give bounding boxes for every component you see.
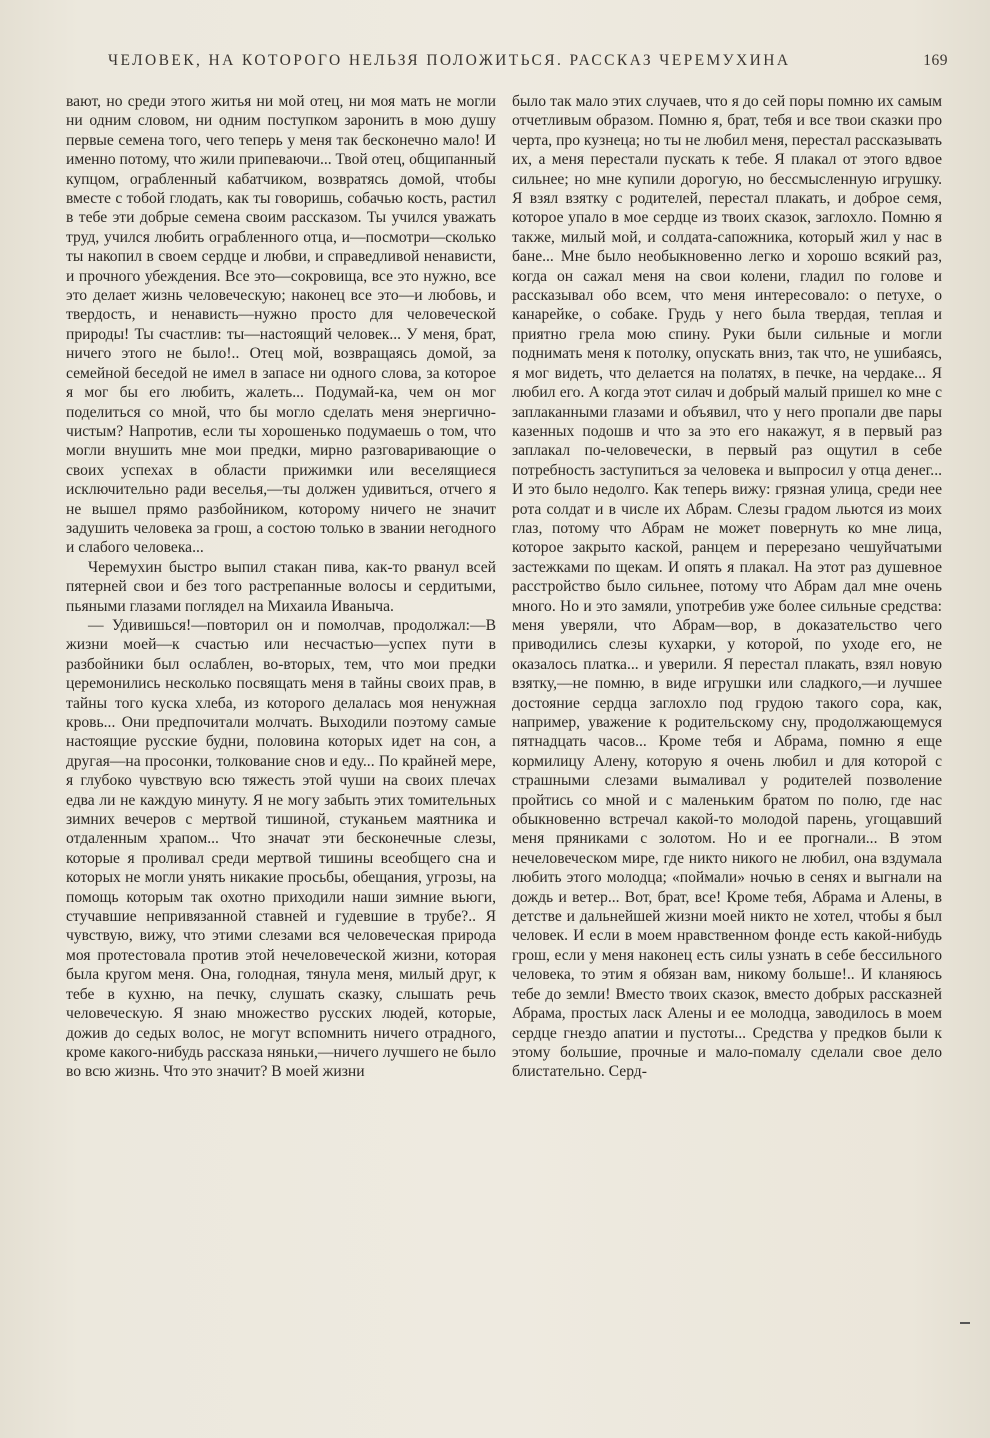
- paragraph: — Удивишься!—повторил он и помолчав, продолжал:—В жизни моей—к счастью или несчастью—успех пути в разбойники был ослаблен, во-вторых, тем, что мои предки церемонились несколько посвящать меня в тайны своих прав, в тайны того куска хлеба, из которого делалась моя ненужная кровь... Они предпочитали молчать. Выходили поэтому самые настоящие русские будни, половина которых идет на сон, а другая—на просонки, толкование снов и еду... По крайней мере, я глубоко чувствую всю тяжесть этой чуши на своих плечах едва ли не каждую минуту. Я не могу забыть этих томительных зимних вечеров с мертвой тишиной, стуканьем маятника и отдаленным храпом... Что значат эти бесконечные слезы, которые я проливал среди мертвой тишины всеобщего сна и которых не могли унять никакие просьбы, обещания, угрозы, на помощь которым так охотно приходили наши зимние вьюги, стучавшие непривязанной ставней и гудевшие в трубе?.. Я чувствую, вижу, что этими слезами вся человеческая природа моя протестовала против этой нечеловеческой жизни, которая была кругом меня. Она, голодная, тянула меня, милый друг, к тебе в кухню, на печку, слушать сказку, слышать речь человеческую. Я знаю множество русских людей, которые, дожив до седых волос, не могут вспомнить ничего отрадного, кроме какого-нибудь рассказа няньки,—ничего лучшего не было во всю жизнь. Что это значит? В моей жизни: [66, 616, 496, 1081]
- paragraph: Черемухин быстро выпил стакан пива, как-то рванул всей пятерней свои и без того растрепанные волосы и сердитыми, пьяными глазами поглядел на Михаила Иваныча.: [66, 558, 496, 615]
- running-header: [108, 52, 948, 74]
- paragraph: вают, но среди этого житья ни мой отец, ни моя мать не могли ни одним словом, ни одним поступком заронить в мою душу первые семена того, чего теперь у меня так бесконечно мало! И именно потому, что жили припеваючи... Твой отец, общипанный купцом, ограбленный кабатчиком, возвратясь домой, чтобы вместе с тобой глодать, как ты говоришь, собачью кость, растил в тебе эти добрые семена своим рассказом. Ты учился уважать труд, учился любить ограбленного отца, и—посмотри—сколько ты накопил в своем сердце и любви, и справедливой ненависти, и прочного убеждения. Все это—сокровища, все это нужно, все это делает жизнь человеческую; наконец все это—и любовь, и твердость, и ненависть—нужно просто для человеческой природы! Ты счастлив: ты—настоящий человек... У меня, брат, ничего этого не было!.. Отец мой, возвращаясь домой, за семейной беседой не имел в запасе ни одного слова, за которое я мог бы его любить, жалеть... Подумай-ка, чем он мог поделиться со мной, что бы могло сделать меня энергично-чистым? Напротив, если ты хорошенько подумаешь о том, что могли внушить мне мои предки, мирно разговаривающие о своих успехах в области прижимки или веселящиеся исключительно ради веселья,—ты должен удивиться, отчего я не вышел прямо разбойником, которому ничего не значит задушить человека за грош, а состою только в звании негодного и слабого человека...: [66, 93, 496, 557]
- right-text-column: [512, 92, 942, 1412]
- margin-dash-mark: [960, 1322, 970, 1324]
- paragraph: было так мало этих случаев, что я до сей поры помню их самым отчетливым образом. Помню я, брат, тебя и все твои сказки про черта, про кузнеца; но ты не любил меня, перестал рассказывать их, а меня перестали пускать к тебе. Я плакал от этого вдвое сильнее; но мне купили дорогую, но бессмысленную игрушку. Я взял взятку с родителей, перестал плакать, и доброе семя, которое упало в мое сердце из твоих сказок, заглохло. Помню я также, милый мой, и солдата-сапожника, который жил у нас в бане... Мне было необыкновенно легко и хорошо всякий раз, когда он сажал меня на свои колени, гладил по голове и рассказывал обо всем, что меня интересовало: о петухе, о канарейке, о собаке. Грудь у него была твердая, теплая и приятно грела мою спину. Руки были сильные и могли поднимать меня к потолку, опускать вниз, так что, не ушибаясь, я мог видеть, что делается на полатях, в печке, на чердаке... Я любил его. А когда этот силач и добрый малый пришел ко мне с заплаканными глазами и объявил, что у него пропали две пары казенных подошв и что за это его накажут, я в первый раз заплакал по-человечески, в первый раз ощутил в себе потребность заступиться за человека и выпросил у отца денег... И это было недолго. Как теперь вижу: грязная улица, среди нее рота солдат и в числе их Абрам. Слезы градом льются из моих глаз, потому что Абрам не может повернуть ко мне лица, которое закрыто каской, ранцем и перерезано чешуйчатыми застежками по щекам. И опять я плакал. На этот раз душевное расстройство было сильнее, потому что Абрам дал мне очень много. Но и это замяли, употребив уже более сильные средства: меня уверяли, что Абрам—вор, в доказательство чего приводились слезы кухарки, у которой, по уходе его, не оказалось платка... и уверили. Я перестал плакать, взял новую взятку,—не помню, в виде игрушки или сладкого,—и лучшее достояние сердца заглохло под грудою такого сора, как, например, уважение к родительскому сну, продолжающемуся пятнадцать часов... Кроме тебя и Абрама, помню я еще кормилицу Алену, которую я очень любил и для которой с страшными слезами вымаливал у родителей позволение пройтись со мной и с маленьким братом по полю, где нас обыкновенно встречал какой-то молодой парень, угощавший меня пряниками с золотом. Но и ее прогнали... В этом нечеловеческом мире, где никто никого не любил, она вздумала любить этого молодца; «поймали» ночью в сенях и выгнали на дождь и ветер... Вот, брат, все! Кроме тебя, Абрама и Алены, в детстве и дальнейшей жизни моей никто не хотел, чтобы я был человек. И если в моем нравственном фонде есть какой-нибудь грош, если у меня наконец есть силы узнать в себе бессильного человека, то этим я обязан вам, никому больше!.. И кланяюсь тебе до земли! Вместо твоих сказок, вместо добрых рассказней Абрама, простых ласк Алены и ее молодца, заводилось в моем сердце гнездо апатии и пустоты... Средства у предков были к этому большие, прочные и мало-помалу сделали свое дело блистательно. Серд-: [512, 93, 942, 1081]
- page-number: 169: [923, 52, 948, 69]
- left-text-column: [66, 92, 496, 1412]
- running-title: ЧЕЛОВЕК, НА КОТОРОГО НЕЛЬЗЯ ПОЛОЖИТЬСЯ. РАССКАЗ ЧЕРЕМУХИНА: [108, 52, 791, 69]
